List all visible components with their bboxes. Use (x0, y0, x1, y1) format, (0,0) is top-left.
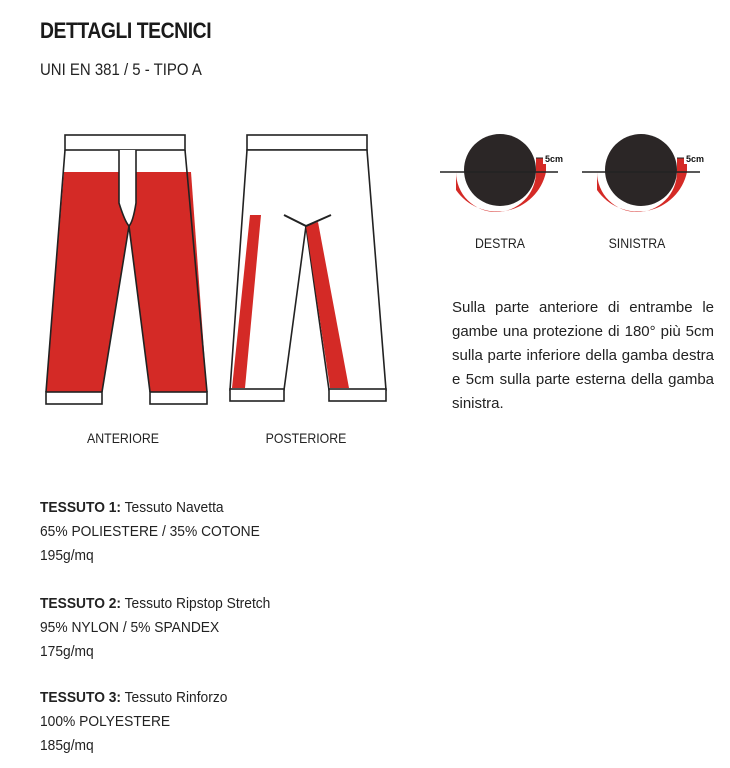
back-caption: POSTERIORE (265, 430, 347, 446)
fabric-name: Tessuto Ripstop Stretch (124, 595, 271, 612)
back-waistband (247, 135, 367, 150)
front-left-hem (46, 392, 102, 404)
fabric-composition: 65% POLIESTERE / 35% COTONE (40, 523, 260, 540)
fabric-block-2 (40, 592, 290, 664)
fabric-composition: 100% POLYESTERE (40, 713, 171, 730)
page-title: DETTAGLI TECNICI (40, 18, 212, 43)
back-trousers-figure (230, 135, 386, 401)
fabric-label: TESSUTO 2: (40, 595, 122, 612)
protection-description: Sulla parte anteriore di entrambe le gambe una protezione di 180° più 5cm sulla parte inferiore della gamba destra e 5cm sulla parte esterna della gamba sinistra. (452, 299, 714, 412)
front-waistband (65, 135, 185, 150)
fabric-weight: 185g/mq (40, 737, 94, 754)
fabric-block-1 (40, 496, 279, 568)
front-trousers-figure (46, 135, 207, 404)
front-right-protection (129, 172, 207, 392)
back-right-hem (329, 389, 386, 401)
fabric-name: Tessuto Rinforzo (124, 689, 228, 706)
fabric-weight: 195g/mq (40, 547, 94, 564)
right-leg-section (440, 134, 566, 212)
fabric-label: TESSUTO 1: (40, 499, 122, 516)
back-left-hem (230, 389, 284, 401)
left-leg-section (582, 134, 708, 212)
front-right-hem (150, 392, 207, 404)
fabric-label: TESSUTO 3: (40, 689, 122, 706)
fabric-weight: 175g/mq (40, 643, 94, 660)
fabric-composition: 95% NYLON / 5% SPANDEX (40, 619, 220, 636)
right-caption: DESTRA (475, 235, 525, 251)
front-left-protection (46, 172, 129, 392)
right-measure-label: 5cm (545, 154, 564, 164)
left-caption: SINISTRA (608, 235, 666, 251)
standard-subtitle: UNI EN 381 / 5 - TIPO A (40, 60, 202, 79)
front-caption: ANTERIORE (87, 430, 159, 446)
fabric-name: Tessuto Navetta (124, 499, 224, 516)
left-measure-label: 5cm (686, 154, 705, 164)
fabric-block-3 (40, 686, 244, 758)
